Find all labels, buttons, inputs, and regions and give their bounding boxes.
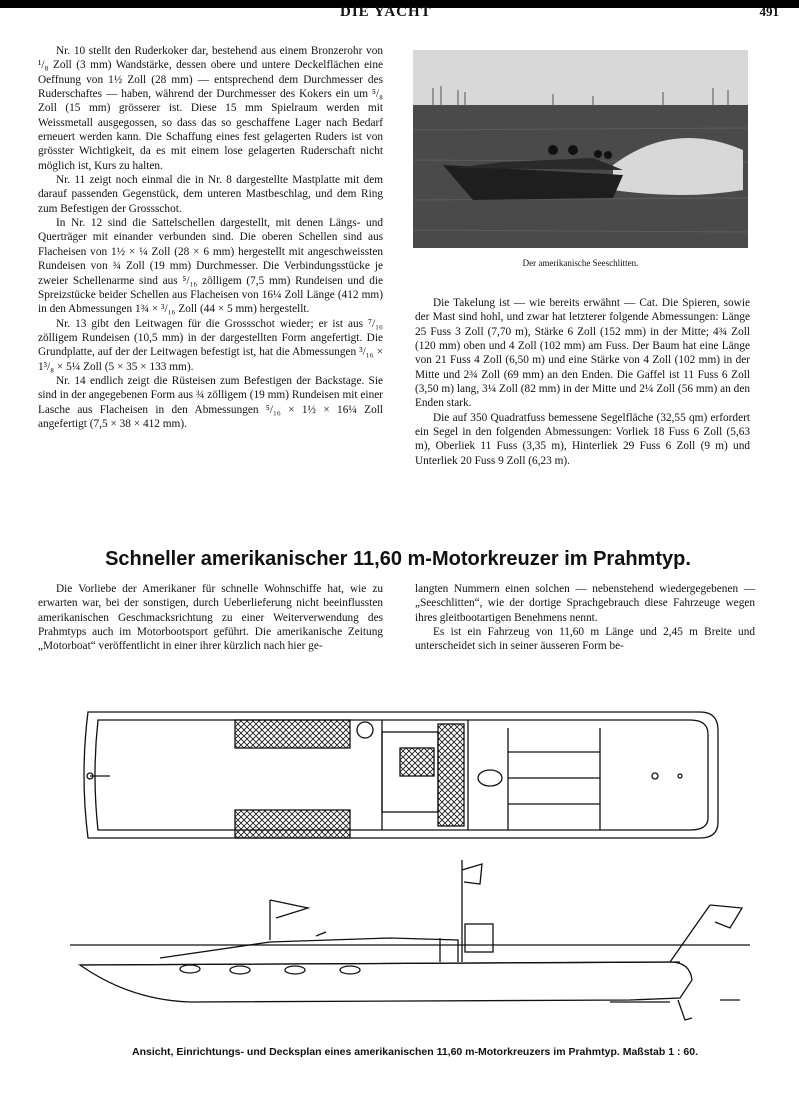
paragraph: Die Vorliebe der Amerikaner für schnelle Wohnschiffe hat, wie zu erwarten war, bei der sonstigen, durch Ueberlieferung nicht beeinflussten amerikanischen Geschmacksrichtung zu einer Weiterverwendung des Prahmtyps auch im Motorbootsport geführt. Die amerikanische Zeitung „Motorboat“ veröffentlicht in einer ihrer kürzlich nach hier ge-	[38, 583, 383, 653]
paragraph: Nr. 11 zeigt noch einmal die in Nr. 8 dargestellte Mastplatte mit dem darauf passenden Gegenstück, dem unteren Mastbeschlag, und dem Ring zum Befestigen der Grossschot.	[38, 174, 383, 215]
article-body-right	[415, 582, 755, 654]
boat-plan-svg	[70, 700, 760, 1040]
article-body-left	[38, 582, 383, 654]
paragraph: langten Nummern einen solchen — nebenstehend wiedergegebenen — „Seeschlitten“, wie der dortige Sprachgebrauch diese Fahrzeuge wegen ihres gleitbootartigen Benehmens nennt.	[415, 583, 755, 624]
deck-plan	[84, 712, 718, 838]
paragraph: Es ist ein Fahrzeug von 11,60 m Länge und 2,45 m Breite und unterscheidet sich in seiner äusseren Form be-	[415, 626, 755, 653]
paragraph: Die auf 350 Quadratfuss bemessene Segelfläche (32,55 qm) erfordert ein Segel in den folgenden Abmessungen: Vorliek 18 Fuss 6 Zoll (5,63 m), Oberliek 11 Fuss (3,35 m), Hinterliek 29 Fuss 6 Zoll (9 m) und Unterliek 20 Fuss 9 Zoll (6,23 m).	[415, 411, 750, 467]
right-column	[415, 296, 750, 468]
paragraph: Nr. 13 gibt den Leitwagen für die Grossschot wieder; er ist aus ⁷/₁₆ zölligem Rundeisen (10,5 mm) in der dargestellten Form angefertigt. Die Grundplatte, auf der der Leitwagen befestigt ist, hat die Abmessungen ³/₁₆ × 1³/₈ × 5¼ Zoll (5 × 35 × 133 mm).	[38, 317, 383, 373]
paragraph: Nr. 10 stellt den Ruderkoker dar, bestehend aus einem Bronzerohr von ¹/₈ Zoll (3 mm) Wandstärke, dessen obere und untere Deckelflächen eine Oeffnung von 1½ Zoll (28 mm) — entsprechend dem Durchmesser des Ruderschaftes — haben, während der Durchmesser des Kokers ein um ⁵/₈ Zoll (15 mm) grösserer ist. Diese 15 mm Spielraum werden mit Weissmetall ausgegossen, so dass das so geschaffene Lager nach Bedarf erneuert werden kann. Die Schaffung eines fest gelagerten Ruders ist von grösster Wichtigkeit, da es mit einem lose gelagerten Ruderschaft nicht möglich ist, Kurs zu halten.	[38, 45, 383, 172]
figure-caption: Ansicht, Einrichtungs- und Decksplan eines amerikanischen 11,60 m-Motorkreuzers im Prahmtyp. Maßstab 1 : 60.	[131, 1046, 698, 1058]
boat-photo-image	[413, 50, 748, 248]
boat-photo	[413, 50, 748, 248]
running-title: DIE YACHT	[340, 4, 432, 20]
paragraph: Die Takelung ist — wie bereits erwähnt — Cat. Die Spieren, sowie der Mast sind hohl, und zwar hat letzterer folgende Abmessungen: Länge 25 Fuss 3 Zoll (7,70 m), Stärke 6 Zoll (152 mm) in der Mitte; 4¾ Zoll (120 mm) oben und 4 Zoll (102 mm) am Fuss. Der Baum hat eine Länge von 21 Fuss 4 Zoll (6,50 m) und eine Stärke von 4 Zoll (102 mm) in der Mitte und 2¾ Zoll (69 mm) an den Enden. Die Gaffel ist 11 Fuss 6 Zoll (3,50 m) lang, 3¼ Zoll (82 mm) in der Mitte und 2¼ Zoll (56 mm) an den Enden stark.	[415, 297, 750, 410]
page-number: 491	[759, 4, 779, 19]
photo-caption: Der amerikanische Seeschlitten.	[522, 258, 639, 268]
page-header	[0, 4, 799, 22]
paragraph: In Nr. 12 sind die Sattelschellen dargestellt, mit denen Längs- und Querträger mit einander verbunden sind. Die oberen Schellen sind aus Flacheisen von 1½ × ¼ Zoll (28 × 6 mm) hergestellt mit angeschweissten Rundeisen von ¾ Zoll (19 mm) Durchmesser. Die Verbindungsstücke je zweier Schellenarme sind aus ⁵/₁₆ zölligem (7,5 mm) Rundeisen und die Spreizstücke beider Schellen aus Flacheisen von 16¼ Zoll Länge (412 mm) in den Abmessungen 1¾ × ³/₁₆ Zoll (44 × 5 mm) hergestellt.	[38, 217, 383, 316]
boat-plan-drawing	[70, 700, 760, 1040]
article-headline: Schneller amerikanischer 11,60 m-Motorkreuzer im Prahmtyp.	[105, 548, 691, 570]
paragraph: Nr. 14 endlich zeigt die Rüsteisen zum Befestigen der Backstage. Sie sind in der angegebenen Form aus ¾ zölligem (19 mm) Rundeisen mit einer Lasche aus Flacheisen in den Abmessungen ⁵/₁₆ × 1½ × 16¼ Zoll angefertigt (7,5 × 38 × 412 mm).	[38, 374, 383, 430]
left-column	[38, 44, 383, 431]
profile-view	[70, 860, 750, 1020]
